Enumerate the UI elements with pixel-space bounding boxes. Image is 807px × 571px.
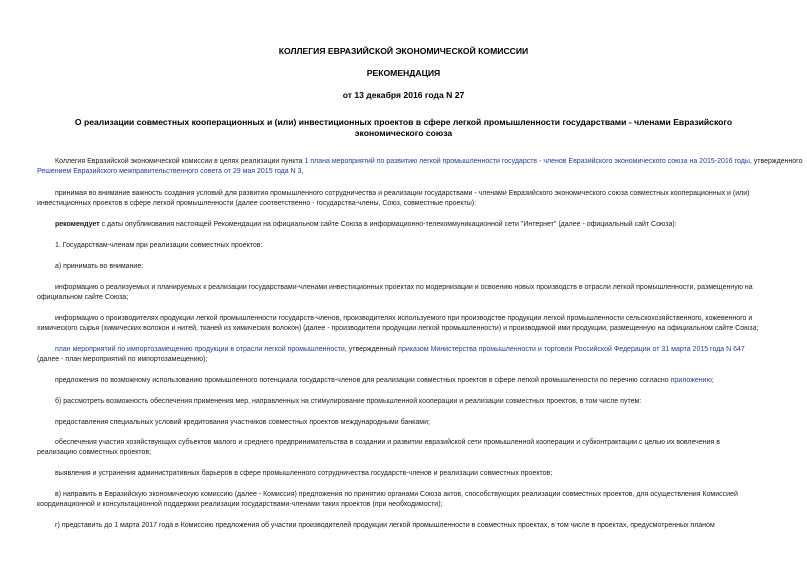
link-appendix[interactable]: приложению [670, 377, 712, 384]
item-1-b-credit: предоставления специальных условий кредитования участников совместных проектов международными банками; [55, 419, 430, 426]
item-1-b-sme-cont: реализацию совместных проектов; [37, 449, 152, 456]
doc-type-heading: РЕКОМЕНДАЦИЯ [366, 68, 441, 78]
link-plan-point-1[interactable]: 1 плана мероприятий по развитию легкой промышленности государств - членов Евразийского экономического союза на 2015-2016 годы [304, 158, 750, 165]
item-1-b: б) рассмотреть возможность обеспечения применения мер, направленных на стимулирование промышленной кооперации и реализации совместных проектов, в том числе путем: [55, 398, 642, 405]
item-1-d: г) представить до 1 марта 2017 года в Комиссию предложения об участии производителей продукции легкой промышленности в совместных проектах, в том числе в проектах, предусмотренных планом [55, 522, 715, 529]
item-1-b-sme: обеспечения участия хозяйствующих субъектов малого и среднего предпринимательства в создании и развитии евразийской сети промышленной кооперации и субконтрактации с целью их вовлечения в [55, 439, 720, 446]
item-1-a: а) принимать во внимание: [55, 263, 144, 270]
item-1-a-import-plan: план мероприятий по импортозамещению продукции в отрасли легкой промышленности, утвержденный приказом Министерства промышленности и торговли Российской Федерации от 31 марта 2015 года N 647 [55, 346, 745, 353]
paragraph-preamble-2: принимая во внимание важность создания условий для развития промышленного сотрудничества и реализации государствами - членами Евразийского экономического союза совместных кооперационных и (или) [55, 190, 750, 197]
date-number-heading: от 13 декабря 2016 года N 27 [342, 90, 465, 100]
paragraph-preamble-2-cont: инвестиционных проектов в сфере легкой промышленности (далее соответственно - государства-члены, Союз, совместные проекты): [37, 200, 477, 207]
item-1-c-cont: координационной и консультационной поддержки реализации государствами-членами таких проектов (при необходимости); [37, 501, 443, 508]
item-1-a-import-plan-cont: (далее - план мероприятий по импортозамещению); [37, 356, 208, 363]
item-1-a-info-producers: информацию о производителях продукции легкой промышленности государств-членов, производителях используемого при производстве продукции легкой промышленности сельскохозяйственного, кожевенного и [55, 315, 753, 322]
item-1-b-barriers: выявления и устранения административных барьеров в сфере промышленного сотрудничества государств-членов и реализации совместных проектов; [55, 470, 553, 477]
recommends-keyword: рекомендует [55, 221, 100, 228]
paragraph-preamble-1: Коллегия Евразийской экономической комиссии в целях реализации пункта 1 плана мероприятий по развитию легкой промышленности государств - членов Евразийского экономического союза на 2015-2016 годы, утвержденного [55, 158, 803, 165]
item-1-a-info-projects: информацию о реализуемых и планируемых к реализации государствами-членами инвестиционных проектах по модернизации и освоению новых производств в отрасли легкой промышленности, размещенную на [55, 284, 753, 291]
item-1: 1. Государствам-членам при реализации совместных проектов: [55, 242, 263, 249]
link-council-decision[interactable]: Решением Евразийского межправительственного совета от 29 мая 2015 года N 3 [37, 168, 302, 175]
paragraph-recommends: рекомендует с даты опубликования настоящей Рекомендации на официальном сайте Союза в информационно-телекоммуникационной сети "Интернет" (далее - официальный сайт Союза): [55, 221, 677, 228]
item-1-a-info-producers-cont: химического сырья (химических волокон и нитей, тканей из химических волокон) (далее - производители продукции легкой промышленности) и производимой ими продукции, размещенную на официальном сайте Союза; [37, 325, 759, 332]
paragraph-preamble-1-cont: Решением Евразийского межправительственного совета от 29 мая 2015 года N 3, [37, 168, 304, 175]
document-title-line-1: О реализации совместных кооперационных и (или) инвестиционных проектов в сфере легкой промышленности государствами - членами Евразийского [74, 117, 733, 127]
document-title-line-2: экономического союза [354, 128, 453, 138]
item-1-a-proposals: предложения по возможному использованию промышленного потенциала государств-членов для реализации совместных проектов в сфере легкой промышленности по перечню согласно приложению; [55, 377, 714, 384]
org-heading: КОЛЛЕГИЯ ЕВРАЗИЙСКОЙ ЭКОНОМИЧЕСКОЙ КОМИССИИ [278, 46, 529, 56]
item-1-a-info-projects-cont: официальном сайте Союза; [37, 294, 129, 301]
item-1-c: в) направить в Евразийскую экономическую комиссию (далее - Комиссия) предложения по принятию органами Союза актов, способствующих реализации совместных проектов, для осуществления Комиссией [55, 491, 738, 498]
link-ministry-order[interactable]: приказом Министерства промышленности и торговли Российской Федерации от 31 марта 2015 года N 647 [398, 346, 745, 353]
link-import-substitution-plan[interactable]: план мероприятий по импортозамещению продукции в отрасли легкой промышленности [55, 346, 345, 353]
